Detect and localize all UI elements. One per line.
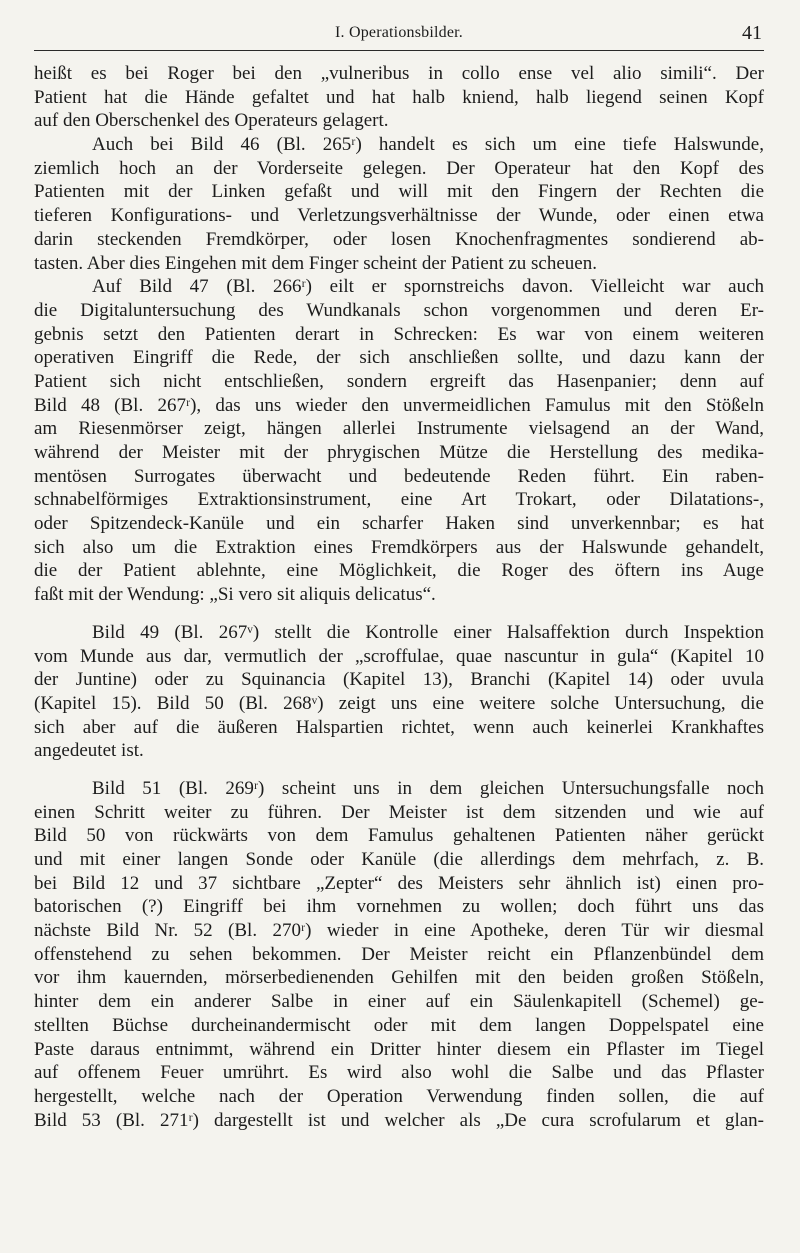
text-line: sich also um die Extraktion eines Fremdkörpers aus der Halswunde gehandelt,	[34, 536, 764, 558]
text-line: am Riesenmörser zeigt, hängen allerlei Instrumente vielsagend an der Wand,	[34, 418, 764, 440]
paragraph	[34, 62, 764, 133]
text-line: gebnis setzt den Patienten derart in Schrecken: Es war von einem weiteren	[34, 323, 764, 345]
text-line: nächste Bild Nr. 52 (Bl. 270ʳ) wieder in eine Apotheke, deren Tür wir diesmal	[34, 920, 764, 942]
text-line: schnabelförmiges Extraktionsinstrument, eine Art Trokart, oder Dilatations-,	[34, 489, 764, 511]
text-line: offenstehend zu sehen bekommen. Der Meister reicht ein Pflanzenbündel dem	[34, 943, 764, 965]
text-line: Auch bei Bild 46 (Bl. 265ʳ) handelt es sich um eine tiefe Halswunde,	[92, 134, 764, 156]
text-line: der Juntine) oder zu Squinancia (Kapitel 13), Branchi (Kapitel 14) oder uvula	[34, 669, 764, 691]
text-line: vor ihm kauernden, mörserbedienenden Gehilfen mit den beiden großen Stößeln,	[34, 967, 764, 989]
text-line: operativen Eingriff die Rede, der sich anschließen sollte, und dazu kann der	[34, 347, 764, 369]
text-line: stellten Büchse durcheinandermischt oder mit dem langen Doppelspatel eine	[34, 1014, 764, 1036]
text-line: während der Meister mit der phrygischen Mütze die Herstellung des medika-	[34, 442, 764, 463]
text-line: (Kapitel 15). Bild 50 (Bl. 268ᵛ) zeigt uns eine weitere solche Untersuchung, die	[34, 692, 764, 714]
paragraph	[34, 133, 764, 275]
text-line: Bild 51 (Bl. 269ʳ) scheint uns in dem gleichen Untersuchungsfalle noch	[92, 777, 764, 799]
paragraph	[34, 777, 764, 1132]
text-line: ziemlich hoch an der Vorderseite gelegen. Der Operateur hat den Kopf des	[34, 157, 764, 179]
text-line: die der Patient ablehnte, eine Möglichkeit, die Roger des öftern ins Auge	[34, 560, 764, 582]
text-line: heißt es bei Roger bei den „vulneribus in collo ense vel alio simili“. Der	[34, 63, 764, 84]
paragraph-gap	[34, 607, 764, 621]
running-header	[34, 18, 764, 51]
text-line: faßt mit der Wendung: „Si vero sit aliquis delicatus“.	[34, 584, 436, 606]
text-line: Bild 48 (Bl. 267ʳ), das uns wieder den unvermeidlichen Famulus mit den Stößeln	[34, 394, 764, 416]
text-line: hinter dem ein anderer Salbe in einer auf ein Säulenkapitell (Schemel) ge-	[34, 991, 764, 1013]
text-line: Bild 53 (Bl. 271ʳ) dargestellt ist und welcher als „De cura scrofularum et glan-	[34, 1109, 764, 1131]
text-line: Auf Bild 47 (Bl. 266ʳ) eilt er spornstreichs davon. Vielleicht war auch	[92, 276, 764, 298]
text-line: vom Munde aus dar, vermutlich der „scroffulae, quae nascuntur in gula“ (Kapitel 10	[34, 645, 764, 667]
chapter-title: I. Operationsbilder.	[335, 24, 463, 41]
text-line: auf den Oberschenkel des Operateurs gelagert.	[34, 110, 389, 132]
text-line: sich aber auf die äußeren Halspartien richtet, wenn auch keinerlei Krankhaftes	[34, 716, 764, 738]
text-line: darin steckenden Fremdkörper, oder losen Knochenfragmentes sondierend ab-	[34, 228, 764, 250]
text-line: hergestellt, welche nach der Operation Verwendung finden sollen, die auf	[34, 1085, 764, 1107]
page-number: 41	[742, 22, 762, 44]
text-line: tieferen Konfigurations- und Verletzungsverhältnisse der Wunde, oder einen etwa	[34, 205, 764, 227]
text-line: angedeutet ist.	[34, 740, 144, 762]
text-line: die Digitaluntersuchung des Wundkanals schon vorgenommen und deren Er-	[34, 299, 764, 321]
paragraph	[34, 621, 764, 763]
text-line: Bild 49 (Bl. 267ᵛ) stellt die Kontrolle einer Halsaffektion durch Inspektion	[92, 621, 764, 643]
text-line: einen Schritt weiter zu führen. Der Meister ist dem sitzenden und wie auf	[34, 801, 764, 823]
text-line: bei Bild 12 und 37 sichtbare „Zepter“ des Meisters sehr ähnlich ist) einen pro-	[34, 872, 764, 894]
paragraph-gap	[34, 763, 764, 777]
paragraph	[34, 275, 764, 607]
text-line: Patient sich nicht entschließen, sondern ergreift das Hasenpanier; denn auf	[34, 370, 764, 392]
text-line: und mit einer langen Sonde oder Kanüle (die allerdings dem mehrfach, z. B.	[34, 849, 764, 870]
text-line: Paste daraus entnimmt, während ein Dritter hinter diesem ein Pflaster im Tiegel	[34, 1038, 764, 1060]
text-line: mentösen Surrogates überwacht und bedeutende Reden führt. Ein raben-	[34, 465, 764, 487]
text-line: batorischen (?) Eingriff bei ihm vornehmen zu wollen; doch führt uns das	[34, 896, 764, 918]
text-line: Patienten mit der Linken gefaßt und will mit den Fingern der Rechten die	[34, 181, 764, 203]
text-line: tasten. Aber dies Eingehen mit dem Finger scheint der Patient zu scheuen.	[34, 252, 597, 274]
text-line: oder Spitzendeck-Kanüle und ein scharfer Haken sind unverkennbar; es hat	[34, 513, 764, 535]
text-line: Bild 50 von rückwärts von dem Famulus gehaltenen Patienten näher gerückt	[34, 825, 764, 847]
body-text	[34, 62, 764, 1132]
text-line: Patient hat die Hände gefaltet und hat halb kniend, halb liegend seinen Kopf	[34, 86, 764, 108]
text-line: auf offenem Feuer umrührt. Es wird also wohl die Salbe und das Pflaster	[34, 1062, 764, 1084]
